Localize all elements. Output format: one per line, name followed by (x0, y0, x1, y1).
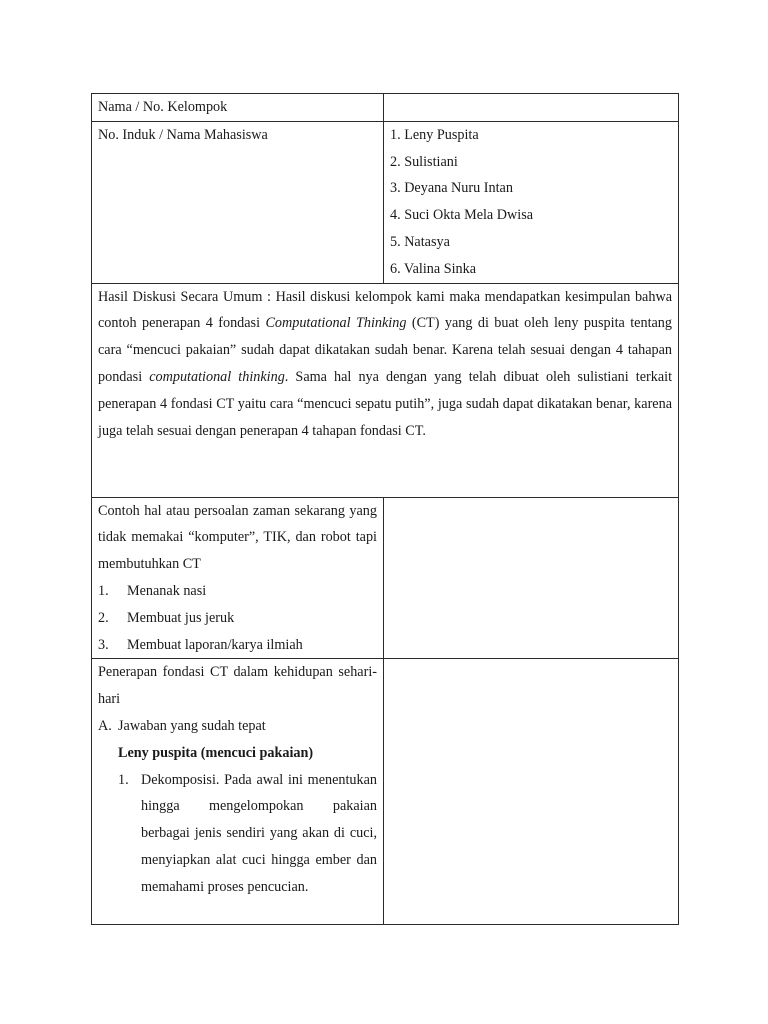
application-row (92, 659, 679, 925)
step-number: 1. (118, 771, 129, 788)
examples-intro: Contoh hal atau persoalan zaman sekarang yang tidak memakai “komputer”, TIK, dan robot tapi membutuhkan CT (98, 502, 377, 573)
group-name-label: Nama / No. Kelompok (92, 94, 384, 122)
students-row (92, 121, 679, 283)
summary-paragraph (98, 284, 672, 445)
member-item: 4. Suci Okta Mela Dwisa (390, 207, 534, 224)
section-title: Jawaban yang sudah tepat (118, 717, 266, 734)
summary-text-3: . Sama hal nya dengan yang telah dibuat oleh sulistiani terkait penerapan 4 fondasi CT yaitu cara “mencuci sepatu putih”, juga sudah dapat dikatakan benar, karena juga telah sesuai dengan penerapan 4 tahapan fondasi CT. (98, 368, 673, 439)
group-discussion-form-table (91, 93, 679, 925)
section-heading (98, 713, 377, 740)
group-name-row (92, 94, 679, 122)
summary-cell (92, 283, 679, 497)
students-list-cell (384, 121, 679, 283)
examples-list (98, 578, 377, 658)
application-intro: Penerapan fondasi CT dalam kehidupan sehari-hari (98, 664, 377, 708)
examples-cell (92, 497, 384, 659)
summary-text-2: (CT) yang di buat oleh leny puspita tentang cara “mencuci pakaian” sudah dapat dikatakan sudah benar. Karena telah sesuai dengan 4 tahapan pondasi (98, 315, 672, 385)
summary-emphasis-1: Computational Thinking (265, 315, 407, 332)
example-item (98, 605, 377, 632)
example-number: 3. (98, 636, 109, 653)
group-name-value (384, 94, 679, 122)
application-cell (92, 659, 384, 925)
examples-row (92, 497, 679, 659)
example-number: 2. (98, 609, 109, 626)
summary-row (92, 283, 679, 497)
example-text: Membuat laporan/karya ilmiah (127, 636, 303, 653)
subsection-title: Leny puspita (mencuci pakaian) (118, 744, 314, 761)
member-list (390, 122, 672, 283)
member-item: 3. Deyana Nuru Intan (390, 180, 513, 197)
example-item (98, 578, 377, 605)
member-item: 1. Leny Puspita (390, 126, 479, 143)
example-text: Menanak nasi (127, 582, 207, 599)
summary-text-1: Hasil Diskusi Secara Umum : Hasil diskusi kelompok kami maka mendapatkan kesimpulan bahwa contoh penerapan 4 fondasi (98, 288, 672, 332)
application-right-cell (384, 659, 679, 925)
member-item: 2. Sulistiani (390, 153, 458, 170)
summary-emphasis-2: computational thinking (149, 368, 285, 385)
example-number: 1. (98, 582, 109, 599)
students-label: No. Induk / Nama Mahasiswa (92, 121, 384, 283)
member-item: 5. Natasya (390, 233, 450, 250)
member-item: 6. Valina Sinka (390, 260, 477, 277)
step-item (98, 767, 377, 901)
example-item (98, 632, 377, 659)
section-letter: A. (98, 717, 112, 734)
step-text: Dekomposisi. Pada awal ini menentukan hingga mengelompokan pakaian berbagai jenis sendiri yang akan di cuci, menyiapkan alat cuci hingga ember dan memahami proses pencucian. (141, 771, 377, 895)
steps-list (98, 767, 377, 901)
examples-right-cell (384, 497, 679, 659)
example-text: Membuat jus jeruk (127, 609, 235, 626)
